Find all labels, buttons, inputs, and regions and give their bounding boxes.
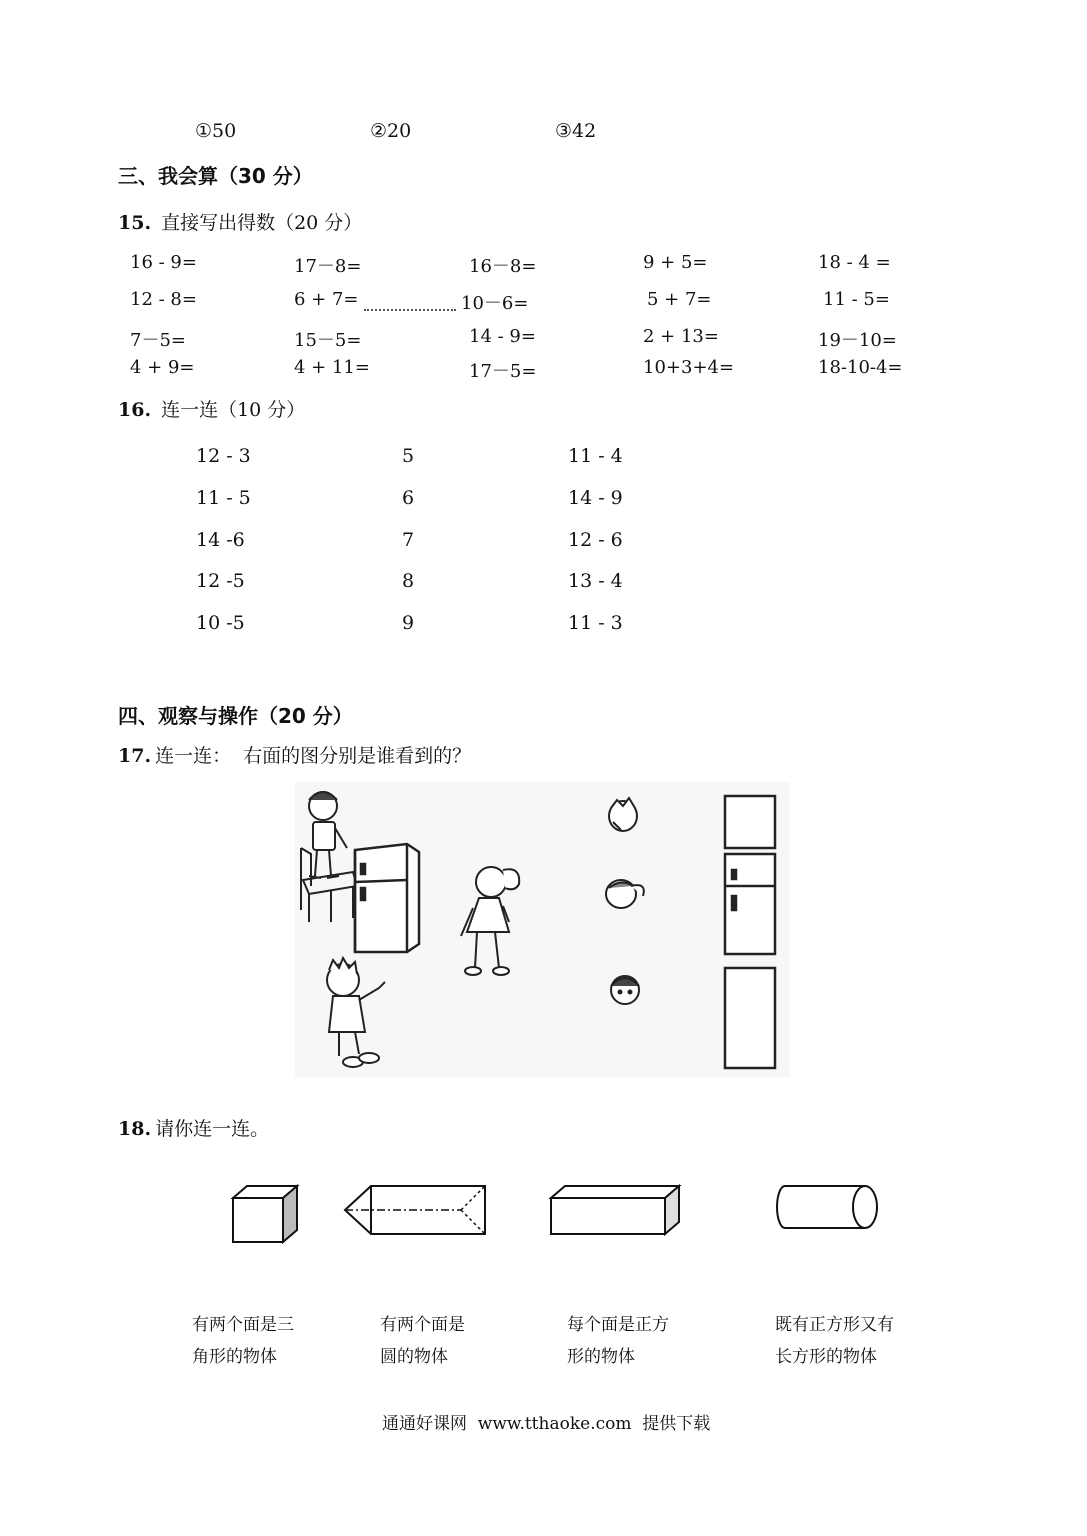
calc-item: 9 + 5= [643,252,708,273]
description-line: 长方形的物体 [775,1347,877,1367]
section-4-title: 四、观察与操作（20 分） [118,704,353,728]
calc-item: 4 + 9= [130,357,195,378]
calc-item: 11 - 5= [823,289,890,310]
description-line: 既有正方形又有 [775,1315,894,1335]
footer-text: 通通好课网 www.tthaoke.com 提供下载 [382,1414,711,1434]
fridge-side-view-icon [725,854,775,954]
calc-item: 18 - 4 = [818,252,891,273]
dotted-line [364,309,456,311]
q18-description-2 [380,1309,500,1373]
description-line: 角形的物体 [192,1347,277,1367]
fridge-top-view-icon [725,796,775,848]
calc-item: 2 + 13= [643,326,719,347]
description-line: 圆的物体 [380,1347,448,1367]
q18-description-1 [192,1309,312,1373]
refrigerator-icon [355,844,419,952]
option-3: ③42 [555,120,597,142]
q16-left-item: 11 - 5 [196,487,251,509]
calc-item: 4 + 11= [294,357,370,378]
q15-heading [118,208,362,235]
q18-heading [118,1114,269,1141]
q16-left-item: 10 -5 [196,612,245,634]
q16-middle-item: 8 [402,570,415,592]
q16-middle-item: 6 [402,487,415,509]
calc-item: 14 - 9= [469,326,536,347]
q16-middle-item: 9 [402,612,415,634]
calc-item: 17－8= [294,256,362,277]
head-view-bottom-icon [611,976,639,1004]
option-2: ②20 [370,120,412,142]
q17-number: 17. [118,745,152,767]
calc-item: 10+3+4= [643,357,735,378]
description-line: 有两个面是三 [192,1315,294,1335]
cube-icon [233,1186,297,1242]
calc-item: 10－6= [461,293,529,314]
q16-right-item: 13 - 4 [568,570,623,592]
calc-item: 16－8= [469,256,537,277]
q16-number: 16. [118,399,152,421]
q17-title: 连一连： 右面的图分别是谁看到的？ [155,745,472,767]
calc-item: 15－5= [294,330,362,351]
cuboid-icon [551,1186,679,1234]
section-3-title: 三、我会算（30 分） [118,164,313,188]
description-line: 形的物体 [567,1347,635,1367]
q17-illustration [295,782,790,1077]
cylinder-icon [777,1186,877,1228]
triangular-prism-icon [345,1186,485,1234]
q16-left-item: 12 -5 [196,570,245,592]
q15-title: 直接写出得数（20 分） [161,212,363,234]
fridge-front-view-icon [725,968,775,1068]
q17-heading [118,741,471,768]
calc-item: 12 - 8= [130,289,197,310]
q18-title: 请你连一连。 [155,1118,270,1140]
description-line: 每个面是正方 [567,1315,669,1335]
q16-left-item: 14 -6 [196,529,245,551]
description-line: 有两个面是 [380,1315,465,1335]
q16-heading [118,395,305,422]
q16-title: 连一连（10 分） [161,399,306,421]
q16-left-item: 12 - 3 [196,445,251,467]
calc-item: 19－10= [818,330,897,351]
calc-item: 7－5= [130,330,186,351]
calc-item: 16 - 9= [130,252,197,273]
calc-item: 17－5= [469,361,537,382]
q18-description-4 [775,1309,915,1373]
q16-middle-item: 5 [402,445,415,467]
q18-description-3 [567,1309,687,1373]
q16-right-item: 14 - 9 [568,487,623,509]
q15-number: 15. [118,212,152,234]
q16-middle-item: 7 [402,529,415,551]
calc-item: 18-10-4= [818,357,903,378]
option-1: ①50 [195,120,237,142]
q16-right-item: 11 - 4 [568,445,623,467]
calc-item: 6 + 7= [294,289,359,310]
q16-right-item: 12 - 6 [568,529,623,551]
calc-item: 5 + 7= [647,289,712,310]
q18-number: 18. [118,1118,152,1140]
q18-shapes [225,1180,890,1255]
q16-right-item: 11 - 3 [568,612,623,634]
